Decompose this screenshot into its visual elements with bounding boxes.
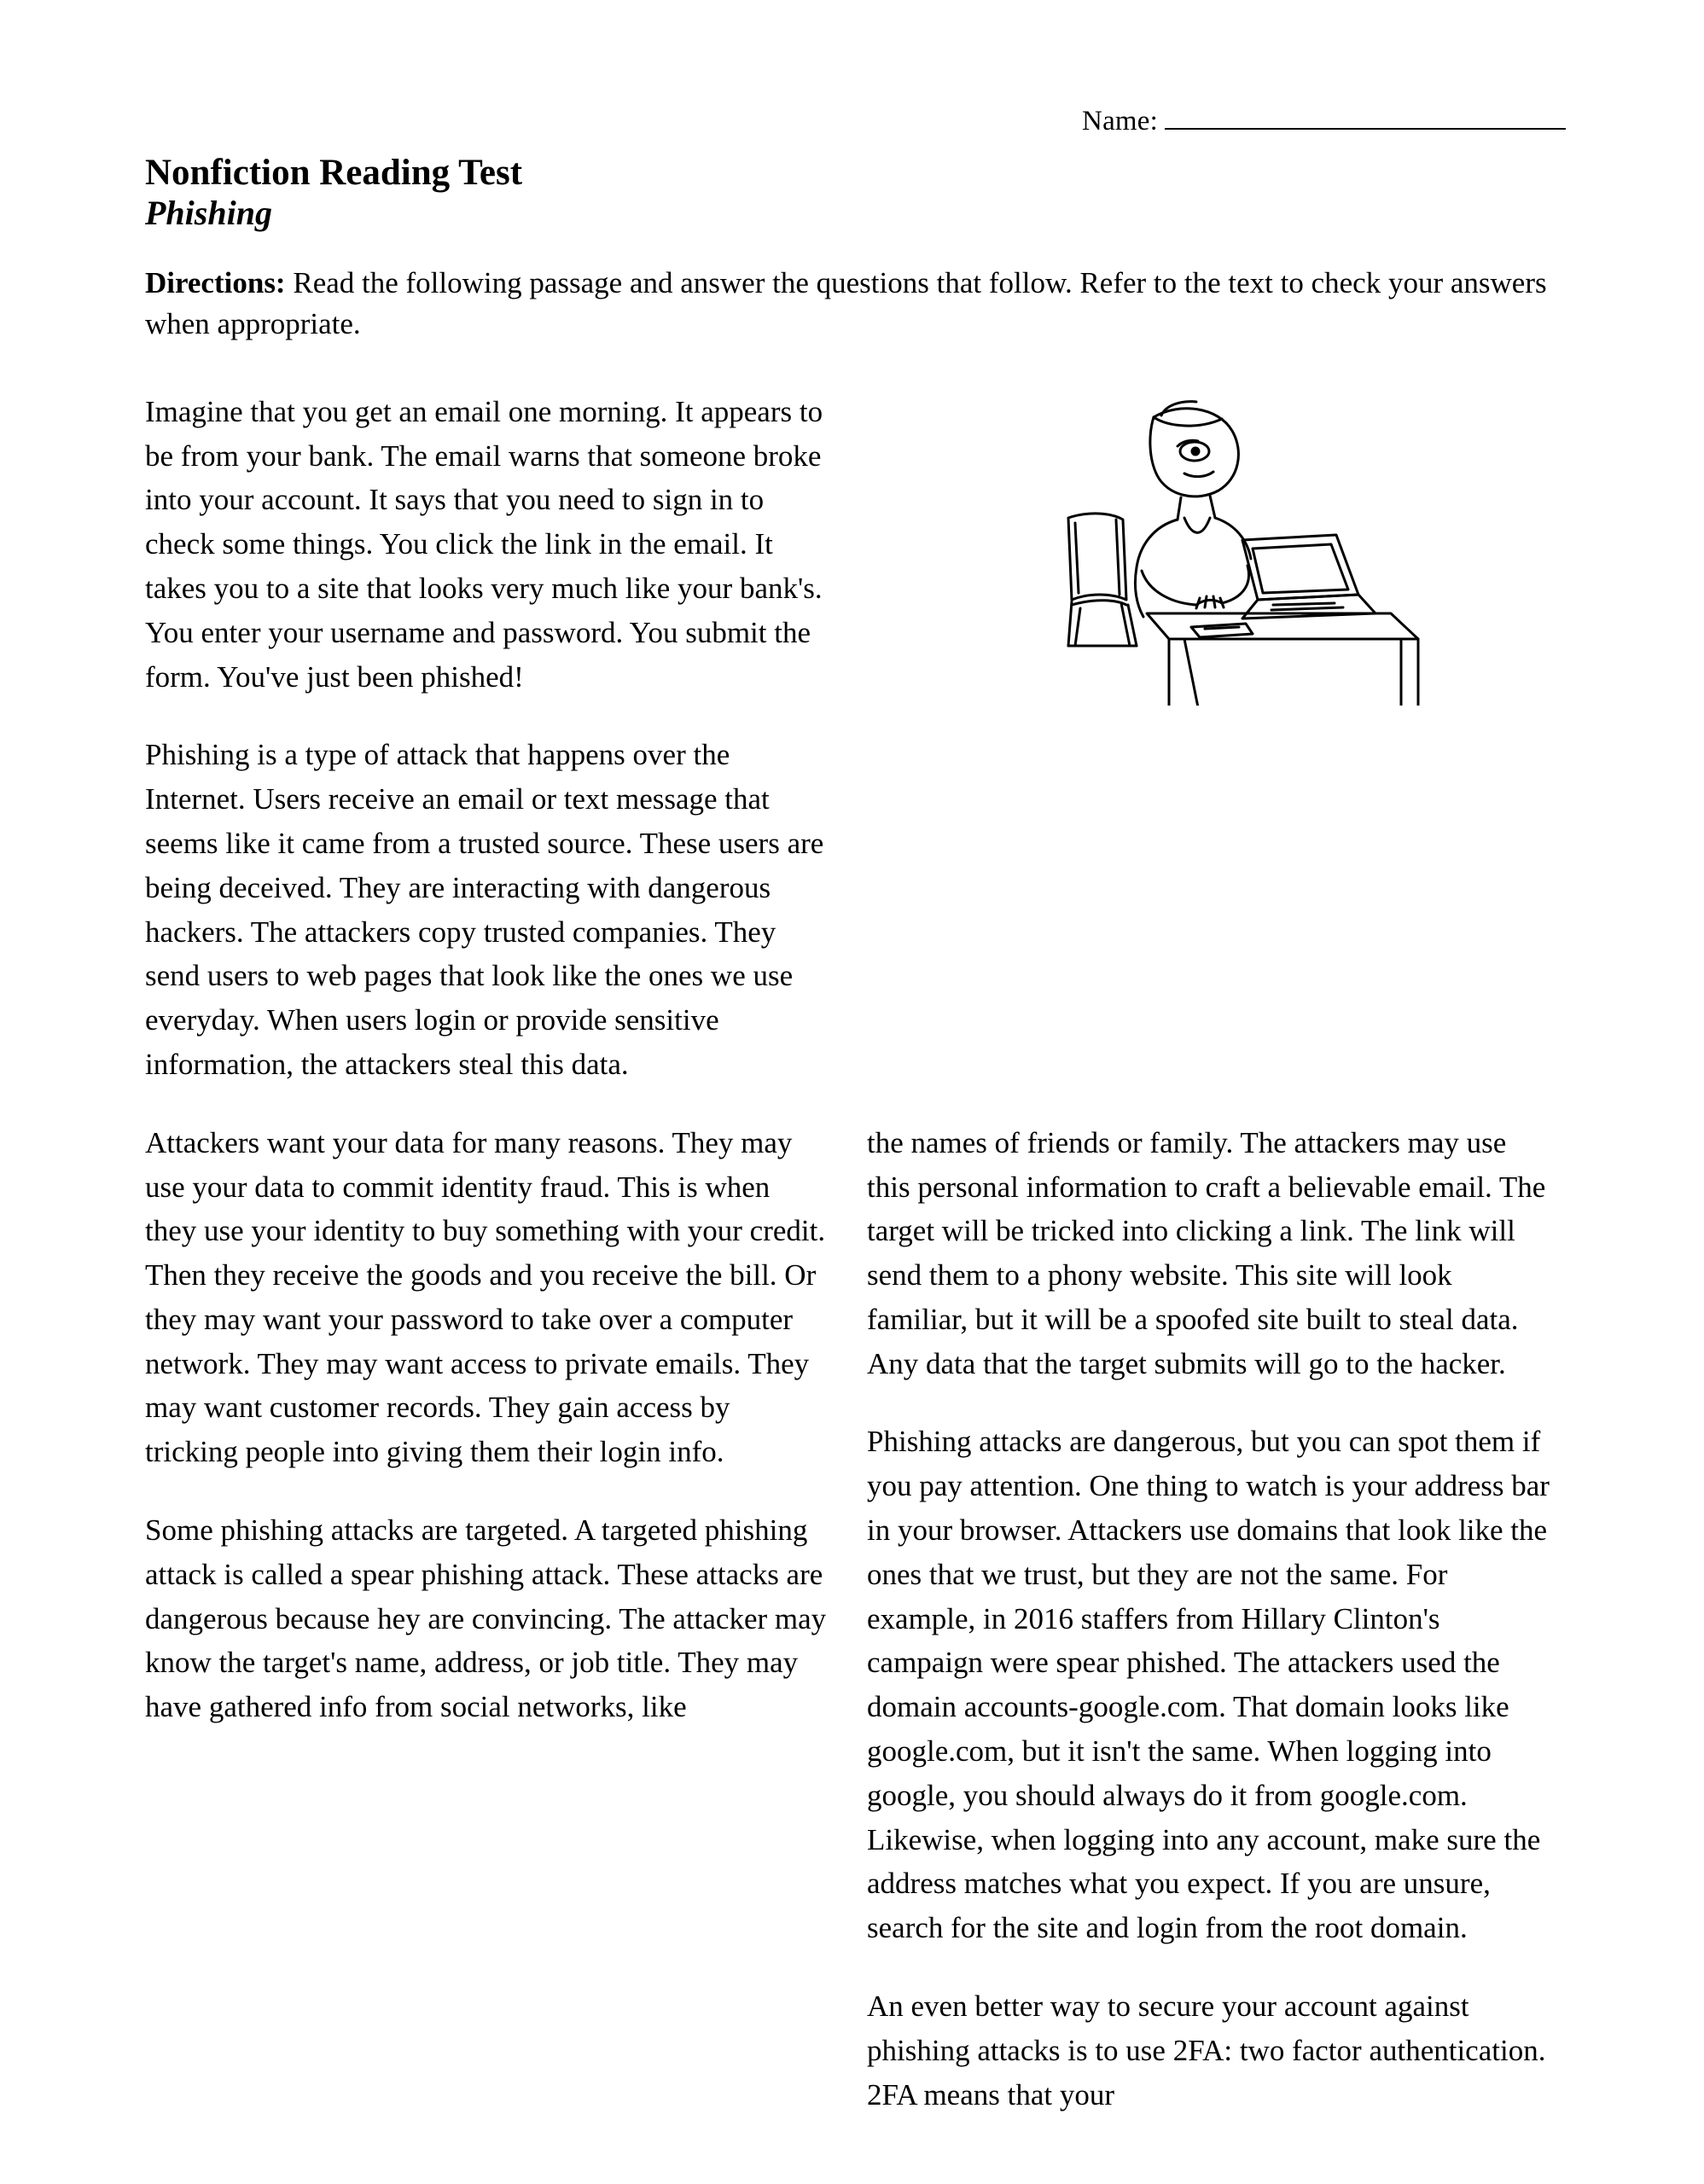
name-input-line[interactable]: [1165, 102, 1566, 130]
person-at-computer-icon: [986, 390, 1430, 706]
page-subtitle: Phishing: [145, 194, 272, 233]
directions-text: Read the following passage and answer the questions that follow. Refer to the text to check your answers when appropriate.: [145, 266, 1547, 341]
paragraph: Some phishing attacks are targeted. A targeted phishing attack is called a spear phishing attack. These attacks are dangerous because hey are convincing. The attacker may know the target's name, address, or job title. They may have gathered info from social networks, like: [145, 1513, 827, 1724]
directions-label: Directions:: [145, 266, 286, 300]
page-title: Nonfiction Reading Test: [145, 153, 523, 193]
directions: [145, 263, 1562, 346]
title-block: [145, 153, 1576, 233]
top-section: [145, 390, 1576, 1121]
paragraph: Attackers want your data for many reasons. They may use your data to commit identity fraud. This is when they use your identity to buy something with your credit. Then they receive the goods and you receive the bill. Or they may want your password to take over a computer network. They may want access to private emails. They may want customer records. They gain access by tricking people into giving them their login info.: [145, 1125, 826, 1469]
name-field-row: [145, 102, 1576, 137]
left-column: [145, 1121, 828, 2152]
paragraph: Phishing attacks are dangerous, but you can spot them if you pay attention. One thing to watch is your address bar in your browser. Attackers use domains that look like the ones that we trust, but they are not the same. For example, in 2016 staffers from Hillary Clinton's campaign were spear phished. The attackers used the domain accounts-google.com. That domain looks like google.com, but it isn't the same. When logging into google, you should always do it from google.com. Likewise, when logging into any account, make sure the address matches what you expect. If you are unsure, search for the site and login from the root domain.: [867, 1425, 1550, 1945]
paragraph: Imagine that you get an email one morning. It appears to be from your bank. The email warns that someone broke into your account. It says that you need to sign in to check some things. You click the link in the email. It takes you to a site that looks very much like your bank's. You enter your username and password. You submit the form. You've just been phished!: [145, 394, 823, 694]
paragraph: Phishing is a type of attack that happens over the Internet. Users receive an email or text message that seems like it came from a trusted source. These users are being deceived. They are interacting with dangerous hackers. The attackers copy trusted companies. They send users to web pages that look like the ones we use everyday. When users login or provide sensitive information, the attackers steal this data.: [145, 738, 824, 1081]
right-column-top: [867, 390, 1550, 706]
passage-columns: [145, 1121, 1576, 2152]
paragraph: An even better way to secure your account against phishing attacks is to use 2FA: two factor authentication. 2FA means that your: [867, 1989, 1546, 2111]
right-column: [867, 1121, 1550, 2152]
paragraph: the names of friends or family. The attackers may use this personal information to craft a believable email. The target will be tricked into clicking a link. The link will send them to a phony website. This site will look familiar, but it will be a spoofed site built to steal data. Any data that the target submits will go to the hacker.: [867, 1125, 1546, 1380]
left-column-top: [145, 390, 828, 1121]
name-label: Name:: [1082, 106, 1158, 136]
